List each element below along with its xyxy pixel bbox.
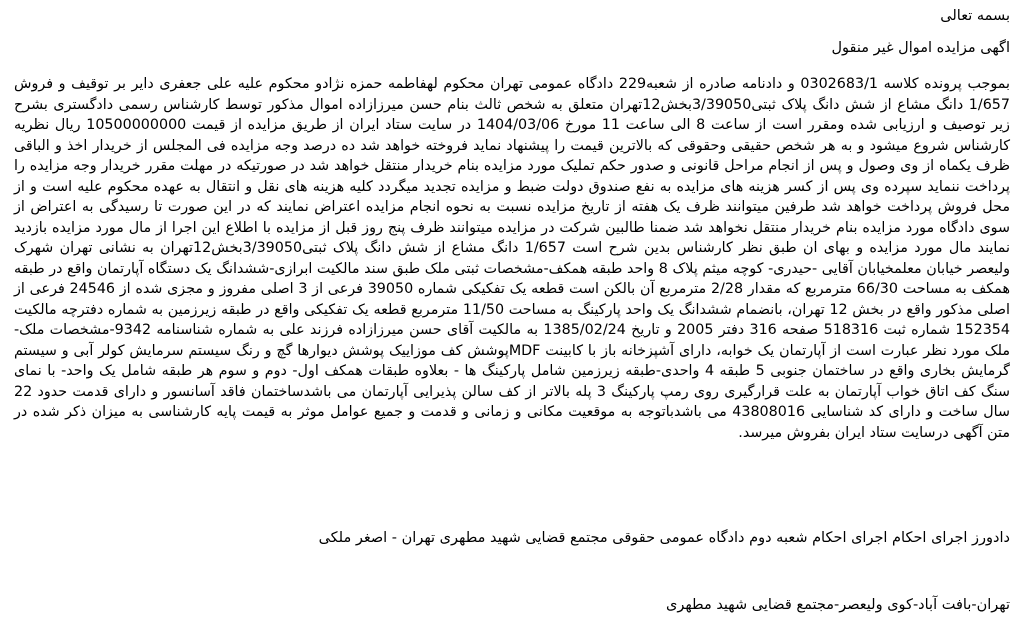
auction-notice-document bbox=[14, 0, 1010, 632]
court-address: تهران-بافت آباد-کوی ولیعصر-مجتمع قضایی شهید مطهری bbox=[666, 597, 1010, 613]
notice-body-text: بموجب پرونده کلاسه 0302683/1 و دادنامه صادره از شعبه229 دادگاه عمومی تهران محکوم لهفاطمه حمزه نژادو محکوم علیه علی جعفری دایر بر توقیف و فروش 1/657 دانگ مشاع از شش دانگ پلاک ثبتی3/39050بخش12تهران متعلق به شخص ثالث بنام حسن میرزازاده اموال مذکور توسط کارشناس رسمی دادگستری بشرح زیر توصیف و ارزیابی شده ومقرر است از ساعت 8 الی ساعت 11 مورخ 1404/03/06 در سایت ستاد ایران از طریق مزایده از قیمت 10500000000 ریال نظریه کارشناس شروع میشود و به هر شخص حقیقی وحقوقی که بالاترین قیمت را پیشنهاد نماید فروخته خواهد شد ده درصد وجه مزایده فی المجلس از خریدار اخذ و الباقی ظرف یکماه از وی وصول و پس از انجام مراحل قانونی و صدور حکم تملیک مورد مزایده بنام خریدار منتقل خواهد شد در صورتیکه در مهلت مقرر خریدار وجه مزایده را پرداخت ننماید سپرده وی پس از کسر هزینه های مزایده به نفع صندوق دولت ضبط و مزایده تجدید میگردد کلیه هزینه های نقل و انتقال به عهده محکوم علیه است و از محل فروش پرداخت خواهد شد طرفین میتوانند ظرف یک هفته از تاریخ مزایده نسبت به نحوه انجام مزایده اعتراض نمایند که در این صورت تا رسیدگی به اعتراض از سوی دادگاه مورد مزایده بنام خریدار منتقل نخواهد شد ضمنا طالبین شرکت در مزایده میتوانند ظرف پنج روز قبل از مزایده با اطلاع این اجرا از مال مورد مزایده بازدید نمایند مال مورد مزایده و بهای ان طبق نظر کارشناس بدین شرح است 1/657 دانگ مشاع از شش دانگ پلاک ثبتی3/39050بخش12تهران به نشانی تهران شهرک ولیعصر خیابان معلمخیابان آقایی -حیدری- کوچه میثم پلاک 8 واحد طبقه همکف-مشخصات ثبتی ملک طبق سند مالکیت ابرازی-ششدانگ یک دستگاه آپارتمان واقع در طبقه همکف به مساحت 66/30 مترمربع که مقدار 2/28 مترمربع آن بالکن است قطعه یک تفکیکی شماره 39050 فرعی از 3 اصلی مفروز و مجزی شده از 24546 فرعی از اصلی مذکور واقع در بخش 12 تهران، بانضمام ششدانگ یک واحد پارکینگ به مساحت 11/50 مترمربع قطعه یک تفکیکی واقع در طبقه زیرزمین به شماره دفترچه مالکیت 152354 شماره ثبت 518316 صفحه 316 دفتر 2005 و تاریخ 1385/02/24 به مالکیت آقای حسن میرزازاده فرزند علی به شماره شناسنامه 9342-مشخصات ملک-ملک مورد نظر عبارت است از آپارتمان یک خوابه، دارای آشپزخانه باز با کابینت MDFپوشش کف موزاییک پوشش دیوارها گچ و رنگ سیستم سرمایش کولر آبی و سیستم گرمایش بخاری واقع در ساختمان جنوبی 5 طبقه 4 واحدی-طبقه زیرزمین شامل پارکینگ ها - بعلاوه طبقات همکف اول- دوم و سوم هر طبقه شامل یک واحد- با نمای سنگ کف اتاق خواب آپارتمان به علت قرارگیری روی رمپ پارکینگ 3 پله بالاتر از کف سالن پذیرایی آپارتمان می باشدساختمان فاقد آسانسور و دارای قدمت حدود 22 سال ساخت و دارای کد شناسایی 43808016 می باشدباتوجه به موقعیت مکانی و زمانی و قدمت و جمیع عوامل موثر به قیمت پایه کارشناسی به میزان ذکر شده در متن آگهی درسایت ستاد ایران بفروش میرسد. bbox=[14, 76, 1011, 441]
notice-heading: بسمه تعالی bbox=[940, 8, 1010, 24]
notice-title: اگهی مزایده اموال غیر منقول bbox=[831, 40, 1010, 56]
enforcement-officer-signature: دادورز اجرای احکام اجرای احکام شعبه دوم دادگاه عمومی حقوقی مجتمع قضایی شهید مطهری تهران - اصغر ملکی bbox=[318, 530, 1010, 546]
